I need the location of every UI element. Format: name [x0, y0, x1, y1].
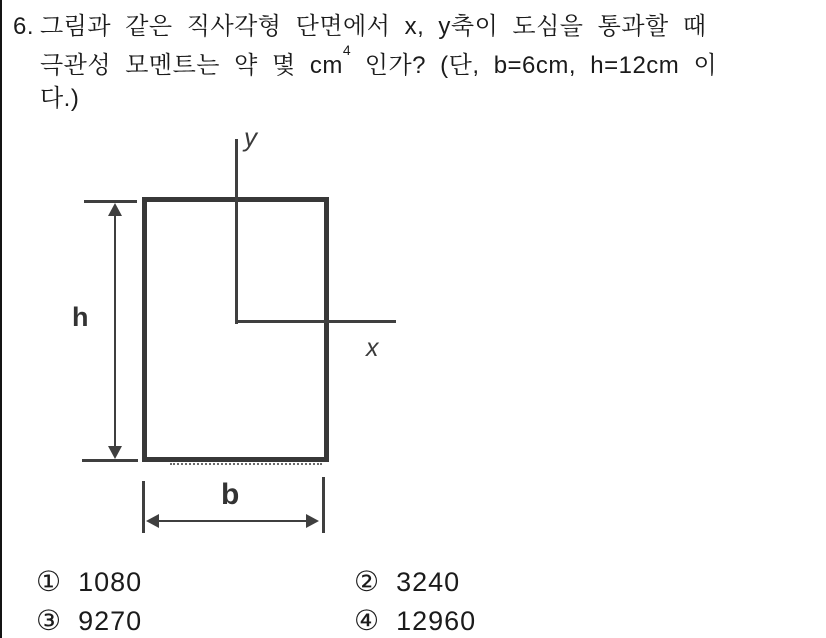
- page-left-border: [0, 0, 2, 638]
- choice-1: [36, 565, 142, 595]
- choice-3-marker: ③: [36, 605, 62, 636]
- choice-4: [354, 604, 476, 634]
- b-arrowhead-left-icon: [146, 514, 159, 528]
- cm4-superscript: 4: [342, 42, 351, 58]
- choice-3: [36, 604, 142, 634]
- choice-4-value: 12960: [396, 606, 477, 636]
- choice-2-marker: ②: [354, 566, 380, 597]
- choice-1-marker: ①: [36, 566, 62, 597]
- choice-2-value: 3240: [396, 567, 461, 597]
- b-dimension-line: [150, 520, 316, 522]
- y-axis-label: y: [244, 122, 257, 152]
- question-line-1: [13, 10, 813, 43]
- choice-1-value: 1080: [78, 567, 143, 597]
- scan-artifact-dashes: [170, 463, 322, 465]
- h-dimension-line: [114, 206, 116, 456]
- choice-4-marker: ④: [354, 605, 380, 636]
- question-line-3: 다.): [40, 85, 80, 112]
- b-dimension-left-tick: [142, 481, 145, 533]
- question-line-2: [13, 43, 813, 82]
- x-axis-label: x: [366, 334, 379, 362]
- question-line1-text: 그림과 같은 직사각형 단면에서 x, y축이 도심을 통과할 때: [40, 13, 707, 40]
- choice-3-value: 9270: [78, 606, 143, 636]
- question-number: 6.: [13, 13, 35, 40]
- b-arrowhead-right-icon: [306, 514, 319, 528]
- question-line2-post: 인가? (단, b=6cm, h=12cm 이: [350, 52, 718, 79]
- h-arrowhead-down-icon: [108, 446, 122, 459]
- choice-2: [354, 565, 460, 595]
- h-dimension-bottom-tick: [82, 459, 138, 462]
- y-axis-line: [235, 139, 238, 324]
- question-line2-pre: 극관성 모멘트는 약 몇 cm: [40, 52, 343, 79]
- height-label: h: [72, 302, 89, 332]
- question-block: [13, 10, 813, 115]
- h-arrowhead-up-icon: [108, 203, 122, 216]
- b-dimension-right-tick: [322, 477, 325, 533]
- width-label: b: [221, 478, 240, 511]
- x-axis-line: [236, 320, 396, 323]
